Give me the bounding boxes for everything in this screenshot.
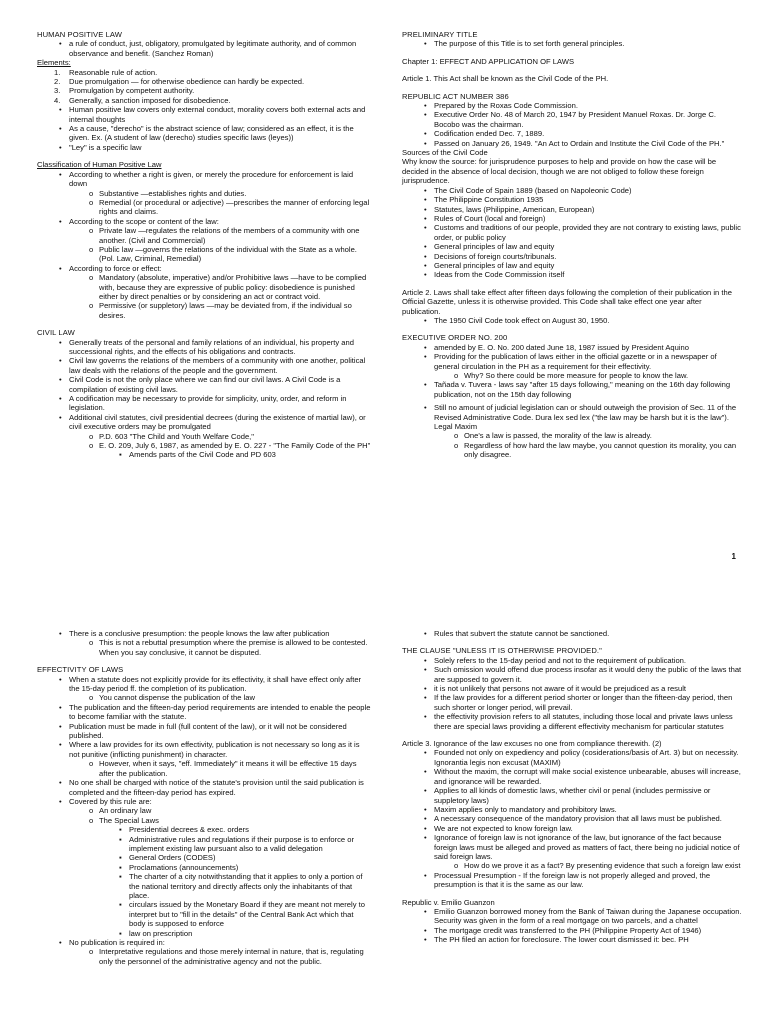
bullet-icon: •: [59, 938, 62, 947]
list-item-text: Processual Presumption - If the foreign law is not properly alleged and proved, the presumption is that it is the same as our law.: [434, 870, 711, 890]
sub-list-item: [37, 947, 372, 966]
circle-bullet-icon: o: [454, 861, 459, 871]
list-item: [37, 722, 372, 741]
spacer: [402, 280, 742, 288]
bullet-icon: •: [424, 101, 427, 111]
list-item-text: A codification may be necessary to provide for simplicity, unity, order, and reform in legislation.: [69, 394, 347, 413]
list-item-text: One's a law is passed, the morality of the law is already.: [464, 431, 652, 441]
list-item-text: According to whether a right is given, or merely the procedure for enforcement is laid down: [69, 169, 354, 189]
square-bullet-icon: ▪: [119, 862, 122, 872]
sub-sub-list-item: [37, 872, 372, 900]
list-item-text: Ignorance of foreign law is not ignorance of the law, but ignorance of the fact because foreign laws must be alleged and proved as matters of fact, there being no judicial notice of said foreign laws.: [434, 833, 740, 861]
bullet-icon: •: [424, 684, 427, 694]
spacer: [402, 890, 742, 898]
bullet-icon: •: [59, 142, 62, 152]
list-item: [37, 740, 372, 759]
sub-list-item: [37, 816, 372, 825]
sub-sub-list-item: [37, 825, 372, 834]
list-item-text: We are not expected to know foreign law.: [434, 823, 573, 833]
list-item: [402, 110, 742, 129]
paragraph: Sources of the Civil Code: [402, 148, 488, 158]
list-item-text: Human positive law covers only external conduct, morality covers both external acts and internal thoughts: [69, 105, 366, 124]
paragraph: Republic v. Emilio Guanzon: [402, 897, 495, 907]
list-item-text: Regardless of how hard the law maybe, you cannot question its morality, you can only disagree.: [464, 440, 737, 460]
section-heading: EFFECTIVITY OF LAWS: [37, 665, 124, 675]
list-item: [402, 805, 742, 814]
bullet-icon: •: [424, 110, 427, 120]
bullet-icon: •: [59, 778, 62, 788]
bullet-icon: •: [424, 786, 427, 796]
list-number: 4.: [54, 95, 61, 105]
list-item: [37, 703, 372, 722]
list-item: [402, 352, 742, 371]
list-item: [402, 252, 742, 261]
section-heading: HUMAN POSITIVE LAW: [37, 30, 123, 39]
list-item: [402, 814, 742, 823]
bullet-icon: •: [424, 629, 427, 638]
sub-list-item: [402, 431, 742, 440]
list-item-text: Due promulgation — for otherwise obedience can hardly be expected.: [69, 77, 305, 87]
sub-list-item: [37, 301, 372, 320]
list-item: [37, 394, 372, 413]
list-item-text: Passed on January 26, 1949. "An Act to Ordain and Institute the Civil Code of the PH.": [434, 138, 725, 148]
list-item-text: Emilio Guanzon borrowed money from the Bank of Taiwan during the Japanese occupation. Security was given in the form of a real mortgage on two parcels, and a chattel: [434, 906, 742, 926]
page2-left-column: [37, 629, 372, 966]
circle-bullet-icon: o: [89, 759, 94, 769]
bullet-icon: •: [424, 204, 427, 214]
bullet-icon: •: [424, 814, 427, 824]
list-item: [402, 693, 742, 712]
paragraph: Article 1. This Act shall be known as the Civil Code of the PH.: [402, 74, 609, 84]
list-item: [37, 170, 372, 189]
list-item-text: The publication and the fifteen-day period requirements are intended to enable the people to become familiar with the statute.: [69, 702, 371, 722]
bullet-icon: •: [424, 213, 427, 223]
list-item-text: it is not unlikely that persons not aware of it would be prejudiced as a result: [434, 684, 686, 694]
bullet-icon: •: [424, 195, 427, 205]
bullet-icon: •: [59, 629, 62, 638]
list-item-text: General principles of law and equity: [434, 260, 555, 270]
paragraph: Article 3. Ignorance of the law excuses no one from compliance therewith. (2): [402, 739, 662, 749]
list-item: [402, 195, 742, 204]
sub-list-item: [402, 441, 742, 460]
bullet-icon: •: [424, 185, 427, 195]
list-item-text: An ordinary law: [99, 806, 152, 816]
list-item: [402, 907, 742, 926]
bullet-icon: •: [59, 674, 62, 684]
section-heading: EXECUTIVE ORDER NO. 200: [402, 333, 508, 343]
bullet-icon: •: [424, 242, 427, 252]
paragraph: Elements:: [37, 58, 71, 68]
circle-bullet-icon: o: [89, 226, 94, 236]
bullet-icon: •: [424, 342, 427, 352]
bullet-icon: •: [424, 767, 427, 777]
list-item: [402, 101, 742, 110]
list-item-text: a rule of conduct, just, obligatory, promulgated by legitimate authority, and of common observance and benefit. (Sanchez Roman): [69, 39, 357, 58]
list-item-text: The Civil Code of Spain 1889 (based on Napoleonic Code): [434, 185, 632, 195]
list-item: [402, 139, 742, 148]
list-item-text: E. O. 209, July 6, 1987, as amended by E. O. 227 - "The Family Code of the PH": [99, 441, 371, 451]
spacer: [402, 49, 742, 57]
circle-bullet-icon: o: [89, 693, 94, 703]
bullet-icon: •: [424, 935, 427, 945]
sub-sub-list-item: [37, 929, 372, 938]
page1-right-column: [402, 30, 742, 460]
bullet-icon: •: [424, 39, 427, 49]
sub-list-item: [37, 273, 372, 301]
list-item-text: Proclamations (announcements): [129, 862, 239, 872]
list-item: [402, 261, 742, 270]
list-item-text: Permissive (or suppletory) laws —may be deviated from, if the individual so desires.: [99, 301, 352, 320]
spacer: [402, 66, 742, 74]
circle-bullet-icon: o: [89, 638, 94, 648]
sub-list-item: [37, 759, 372, 778]
page-number: 1: [731, 552, 736, 561]
list-item: [37, 338, 372, 357]
list-item-text: The Philippine Constitution 1935: [434, 195, 544, 205]
list-item-text: The 1950 Civil Code took effect on August 30, 1950.: [434, 315, 610, 325]
bullet-icon: •: [59, 394, 62, 404]
list-item-text: Statutes, laws (Philippine, American, European): [434, 204, 595, 214]
spacer: [402, 325, 742, 333]
list-item-text: P.D. 603 "The Child and Youth Welfare Code,": [99, 431, 254, 441]
list-item-text: However, when it says, "eff. Immediately" it means it will be effective 15 days after the publication.: [99, 759, 357, 778]
list-item-text: Providing for the publication of laws either in the official gazette or in a newspaper of general circulation in the PH as a requirement for their effectivity.: [434, 352, 717, 371]
list-item: [37, 105, 372, 124]
list-item: [37, 797, 372, 806]
list-item: [402, 186, 742, 195]
circle-bullet-icon: o: [89, 244, 94, 254]
list-item-text: Ideas from the Code Commission itself: [434, 270, 565, 280]
list-item-text: Such omission would offend due process insofar as it would deny the public of the laws that are supposed to govern it.: [434, 665, 742, 684]
list-item: [37, 217, 372, 226]
sub-list-item: [37, 693, 372, 702]
list-item: [402, 926, 742, 935]
list-item-text: No one shall be charged with notice of the statute's provision until the said publication is completed and the fifteen-day period has expired.: [69, 778, 364, 797]
spacer: [402, 84, 742, 92]
list-item-text: Civil law governs the relations of the members of a community with one another, political law deals with the relations of the people and the government.: [69, 356, 366, 375]
spacer: [37, 152, 372, 160]
circle-bullet-icon: o: [89, 273, 94, 283]
list-item-text: Private law —regulates the relations of the members of a community with one another. (Civil and Commercial): [99, 226, 360, 245]
paragraph: Article 2. Laws shall take effect after fifteen days following the completion of their publication in the Official Gazette, unless it is otherwise provided. This Code shall take effect one year after publication.: [402, 287, 732, 316]
list-item-text: Without the maxim, the corrupt will make social existence unbearable, abuses will increase, and ignorance will be rewarded.: [434, 767, 741, 786]
list-item-text: Presidential decrees & exec. orders: [129, 825, 249, 835]
bullet-icon: •: [424, 870, 427, 880]
circle-bullet-icon: o: [89, 441, 94, 451]
bullet-icon: •: [59, 412, 62, 422]
square-bullet-icon: ▪: [119, 872, 122, 882]
list-item: [37, 413, 372, 432]
circle-bullet-icon: o: [89, 815, 94, 825]
sub-list-item: [402, 371, 742, 380]
list-item-text: Covered by this rule are:: [69, 796, 152, 806]
paragraph: Chapter 1: EFFECT AND APPLICATION OF LAWS: [402, 56, 575, 66]
list-item-text: Prepared by the Roxas Code Commission.: [434, 101, 578, 111]
bullet-icon: •: [59, 702, 62, 712]
list-item-text: A necessary consequence of the mandatory provision that all laws must be published.: [434, 814, 722, 824]
list-item: [37, 143, 372, 152]
square-bullet-icon: ▪: [119, 450, 122, 460]
list-item-text: Remedial (or procedural or adjective) —prescribes the manner of enforcing legal rights and claims.: [99, 197, 370, 217]
list-item-text: Solely refers to the 15-day period and not to the requirement of publication.: [434, 655, 687, 665]
bullet-icon: •: [424, 138, 427, 148]
list-item: [402, 205, 742, 214]
circle-bullet-icon: o: [454, 431, 459, 441]
page-gap: [0, 575, 768, 615]
list-item-text: Codification ended Dec. 7, 1889.: [434, 129, 545, 139]
circle-bullet-icon: o: [89, 197, 94, 207]
bullet-icon: •: [59, 721, 62, 731]
list-item: [37, 938, 372, 947]
spacer: [37, 657, 372, 665]
page2-right-column: [402, 629, 742, 945]
numbered-item: [37, 86, 372, 95]
sub-list-item: [37, 245, 372, 264]
circle-bullet-icon: o: [454, 371, 459, 380]
list-item: [402, 129, 742, 138]
sub-list-item: [37, 441, 372, 450]
list-item-text: The mortgage credit was transferred to the PH (Philippine Property Act of 1946): [434, 925, 702, 935]
list-item-text: Rules of Court (local and foreign): [434, 213, 546, 223]
list-item: [37, 356, 372, 375]
bullet-icon: •: [424, 748, 427, 758]
list-item-text: As a cause, "derecho" is the abstract science of law; considered as an effect, it is the given. Ex. (A student of law (derecho) studies specific laws (leyes)): [69, 124, 354, 143]
numbered-item: [37, 96, 372, 105]
square-bullet-icon: ▪: [119, 825, 122, 835]
square-bullet-icon: ▪: [119, 853, 122, 863]
bullet-icon: •: [424, 655, 427, 665]
list-item: [402, 824, 742, 833]
bullet-icon: •: [59, 337, 62, 347]
list-item: [37, 39, 372, 58]
list-number: 2.: [54, 77, 61, 87]
list-item-text: According to force or effect:: [69, 263, 162, 273]
list-item-text: Civil Code is not the only place where we can find our civil laws. A Civil Code is a compilation of existing civil laws.: [69, 375, 341, 394]
list-item: [37, 124, 372, 143]
list-item: [402, 214, 742, 223]
list-item-text: No publication is required in:: [69, 938, 165, 947]
list-item-text: Why? So there could be more measure for people to know the law.: [464, 371, 689, 380]
sub-list-item: [402, 861, 742, 870]
bullet-icon: •: [59, 39, 62, 49]
list-item-text: Public law —governs the relations of the individual with the State as a whole. (Pol. Law, Criminal, Remedial): [99, 244, 357, 264]
list-item: [402, 270, 742, 279]
list-item: [37, 264, 372, 273]
list-item: [402, 316, 742, 325]
list-item-text: Rules that subvert the statute cannot be sanctioned.: [434, 629, 610, 638]
bullet-icon: •: [424, 223, 427, 233]
list-number: 1.: [54, 67, 61, 77]
bullet-icon: •: [424, 665, 427, 675]
list-item: [402, 786, 742, 805]
list-item-text: "Ley" is a specific law: [69, 142, 142, 152]
circle-bullet-icon: o: [89, 431, 94, 441]
list-item: [402, 403, 742, 431]
bullet-icon: •: [59, 105, 62, 115]
sub-sub-list-item: [37, 835, 372, 854]
list-item: [37, 629, 372, 638]
list-item-text: Decisions of foreign courts/tribunals.: [434, 251, 557, 261]
bullet-icon: •: [424, 804, 427, 814]
sub-list-item: [37, 189, 372, 198]
sub-sub-list-item: [37, 863, 372, 872]
bullet-icon: •: [59, 263, 62, 273]
list-item-text: You cannot dispense the publication of the law: [99, 693, 255, 703]
list-item-text: This is not a rebuttal presumption where the premise is allowed to be contested. When you say conclusive, it cannot be disputed.: [99, 638, 368, 657]
list-item-text: According to the scope or content of the law:: [69, 216, 219, 226]
list-item: [402, 684, 742, 693]
sub-list-item: [37, 226, 372, 245]
sub-sub-list-item: [37, 900, 372, 928]
bullet-icon: •: [424, 129, 427, 139]
bullet-icon: •: [424, 352, 427, 362]
list-item-text: Generally treats of the personal and family relations of an individual, his property and successional rights, and the effects of his obligations and contracts.: [69, 337, 354, 356]
bullet-icon: •: [424, 823, 427, 833]
list-item-text: The PH filed an action for foreclosure. The lower court dismissed it: bec. PH: [434, 935, 689, 945]
list-item-text: Interpretative regulations and those merely internal in nature, that is, regulating only the personnel of the administrative agency and not the public.: [99, 947, 364, 966]
list-item-text: law on prescription: [129, 928, 193, 938]
list-item-text: amended by E. O. No. 200 dated June 18, 1987 issued by President Aquino: [434, 342, 689, 352]
bullet-icon: •: [424, 380, 427, 390]
list-item-text: Mandatory (absolute, imperative) and/or Prohibitive laws —have to be complied with, because they are expressive of public policy: disobedience is punished either by direct penalties or by considering an act or contract void.: [99, 273, 367, 301]
list-item: [402, 871, 742, 890]
spacer: [37, 320, 372, 328]
list-item-text: The Special Laws: [99, 815, 159, 825]
circle-bullet-icon: o: [89, 806, 94, 816]
list-item-text: Substantive —establishes rights and duties.: [99, 188, 247, 198]
document-page-2: [0, 615, 768, 1024]
list-item-text: General Orders (CODES): [129, 853, 216, 863]
list-item: [37, 375, 372, 394]
list-item-text: How do we prove it as a fact? By presenting evidence that such a foreign law exist: [464, 861, 741, 871]
list-item: [402, 656, 742, 665]
list-item-text: There is a conclusive presumption: the people knows the law after publication: [69, 629, 330, 638]
list-item-text: Amends parts of the Civil Code and PD 603: [129, 450, 276, 460]
list-item: [402, 748, 742, 767]
list-item: [402, 629, 742, 638]
circle-bullet-icon: o: [89, 947, 94, 957]
bullet-icon: •: [59, 169, 62, 179]
list-item-text: Additional civil statutes, civil presidential decrees (during the existence of martial law), or civil executive orders may be promulgated: [69, 412, 366, 432]
bullet-icon: •: [424, 315, 427, 325]
sub-list-item: [37, 638, 372, 657]
bullet-icon: •: [424, 403, 427, 413]
list-item-text: Generally, a sanction imposed for disobedience.: [69, 95, 231, 105]
list-item-text: Customs and traditions of our people, provided they are not contrary to existing laws, public order, or public policy: [434, 223, 741, 242]
bullet-icon: •: [59, 216, 62, 226]
section-heading: THE CLAUSE "UNLESS IT IS OTHERWISE PROVIDED.": [402, 646, 602, 656]
sub-list-item: [37, 806, 372, 815]
sub-sub-list-item: [37, 853, 372, 862]
list-item-text: Executive Order No. 48 of March 20, 1947 by President Manuel Roxas. Dr. Jorge C. Bocobo was the chairman.: [434, 110, 716, 129]
bullet-icon: •: [59, 740, 62, 750]
list-item-text: Where a law provides for its own effectivity, publication is not necessary so long as it is not punitive (inflicting punishment) in character.: [69, 740, 360, 759]
list-item-text: Maxim applies only to mandatory and prohibitory laws.: [434, 804, 617, 814]
list-item-text: Tañada v. Tuvera - laws say "after 15 days following," meaning on the 16th day following publication, not on the 15th day following: [434, 380, 731, 399]
page1-left-column: [37, 30, 372, 460]
bullet-icon: •: [424, 712, 427, 722]
sub-list-item: [37, 432, 372, 441]
square-bullet-icon: ▪: [119, 900, 122, 910]
square-bullet-icon: ▪: [119, 834, 122, 844]
bullet-icon: •: [424, 925, 427, 935]
bullet-icon: •: [59, 356, 62, 366]
section-heading: REPUBLIC ACT NUMBER 386: [402, 91, 509, 101]
list-item-text: General principles of law and equity: [434, 242, 555, 252]
list-item: [402, 712, 742, 731]
list-item: [402, 223, 742, 242]
list-item-text: Promulgation by competent authority.: [69, 86, 195, 96]
list-item-text: Founded not only on expediency and policy (cosiderations/basis of Art. 3) but on necessity. Ignorantia legis non excusat (MAXIM): [434, 748, 739, 767]
bullet-icon: •: [59, 375, 62, 385]
bullet-icon: •: [424, 270, 427, 280]
list-item: [402, 39, 742, 48]
bullet-icon: •: [424, 693, 427, 703]
bullet-icon: •: [424, 906, 427, 916]
list-item: [402, 665, 742, 684]
list-item-text: The charter of a city notwithstanding that it applies to only a portion of the national territory and directly affects only the inhabitants of that place.: [129, 872, 363, 900]
square-bullet-icon: ▪: [119, 928, 122, 938]
list-item: [402, 380, 742, 399]
numbered-item: [37, 77, 372, 86]
list-item-text: Applies to all kinds of domestic laws, whether civil or penal (includes permissive or suppletory laws): [434, 786, 711, 805]
bullet-icon: •: [59, 124, 62, 134]
sub-list-item: [37, 198, 372, 217]
sub-sub-list-item: [37, 450, 372, 459]
paragraph: Why know the source: for jurisprudence purposes to help and provide on how the case will be decided in the absence of local decision, though we are not obliged to follow these foreign jurisprudence.: [402, 157, 717, 186]
list-item-text: Still no amount of judicial legislation can or should outweigh the provision of Sec. 11 of the Revised Administrative Code. Dura lex sed lex ("the law may be harsh but it is the law"). Legal Maxim: [434, 403, 737, 432]
list-item: [402, 935, 742, 944]
list-number: 3.: [54, 86, 61, 96]
section-heading: PRELIMINARY TITLE: [402, 30, 478, 39]
list-item: [402, 242, 742, 251]
spacer: [402, 638, 742, 646]
list-item-text: Reasonable rule of action.: [69, 67, 158, 77]
bullet-icon: •: [424, 260, 427, 270]
list-item: [402, 833, 742, 861]
list-item-text: the effectivity provision refers to all statutes, including those local and private laws unless there are special laws providing a different effectivity mechanism for particular statutes: [434, 712, 733, 731]
list-item: [37, 778, 372, 797]
circle-bullet-icon: o: [89, 301, 94, 311]
bullet-icon: •: [424, 251, 427, 261]
list-item-text: Administrative rules and regulations if their purpose is to enforce or implement existing law pursuant also to a valid delegation: [129, 834, 354, 853]
list-item-text: The purpose of this Title is to set forth general principles.: [434, 39, 625, 49]
spacer: [402, 731, 742, 739]
paragraph: Classification of Human Positive Law: [37, 160, 162, 170]
numbered-item: [37, 68, 372, 77]
list-item-text: Publication must be made in full (full content of the law), or it will not be considered published.: [69, 721, 347, 741]
list-item-text: circulars issued by the Monetary Board if they are meant not merely to interpret but to "fill in the details" of the Central Bank Act which that body is supposed to enforce: [129, 900, 365, 929]
list-item: [37, 675, 372, 694]
list-item: [402, 343, 742, 352]
list-item-text: When a statute does not explicitly provide for its effectivity, it shall have effect only after the 15-day period ff. the completion of its publication.: [69, 674, 362, 694]
circle-bullet-icon: o: [89, 188, 94, 198]
bullet-icon: •: [59, 796, 62, 806]
list-item-text: If the law provides for a different period shorter or longer than the fifteen-day period, then such shorter or longer period, will prevail.: [434, 693, 733, 712]
bullet-icon: •: [424, 833, 427, 843]
list-item: [402, 767, 742, 786]
circle-bullet-icon: o: [454, 440, 459, 450]
section-heading: CIVIL LAW: [37, 328, 75, 338]
